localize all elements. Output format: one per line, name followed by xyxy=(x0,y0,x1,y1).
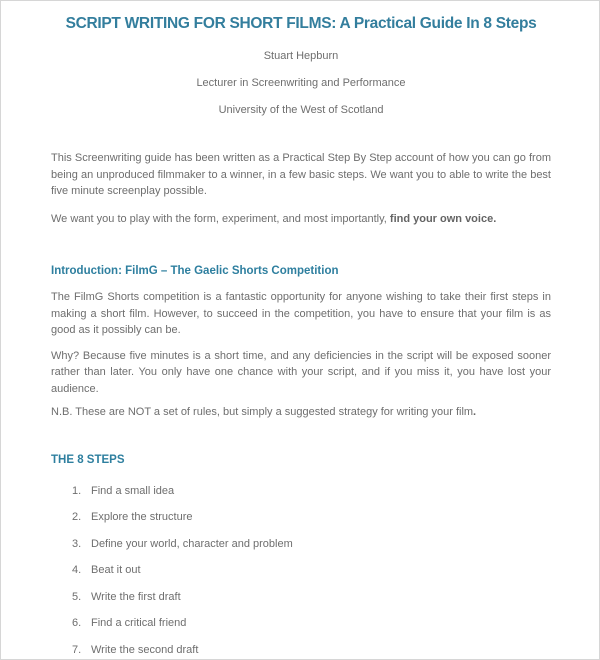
intro-paragraph-2 xyxy=(51,211,551,228)
step-item xyxy=(72,537,551,552)
find-your-own-voice-bold-phrase: find your own voice. xyxy=(389,212,497,225)
steps-list xyxy=(51,484,551,658)
step-item xyxy=(72,590,551,605)
step-item xyxy=(72,643,551,658)
step-item xyxy=(72,484,551,499)
nb-note xyxy=(51,404,551,421)
step-label: Beat it out xyxy=(91,564,141,576)
intro-paragraph-1: This Screenwriting guide has been written as a Practical Step By Step account of how you can go from being an unproduced filmmaker to a winner, in a few basic steps. We want you to able to write the best five minute screenplay possible. xyxy=(51,152,551,197)
section-heading-the-8-steps: THE 8 STEPS xyxy=(51,453,125,466)
filmg-paragraph-1: The FilmG Shorts competition is a fantastic opportunity for anyone wishing to take their first steps in making a short film. However, to succeed in the competition, you have to ensure that your film is as good as it possibly can be. xyxy=(51,291,551,336)
step-number: 6. xyxy=(72,617,82,629)
nb-note-text: N.B. These are NOT a set of rules, but simply a suggested strategy for writing your film xyxy=(51,406,474,418)
step-item xyxy=(72,563,551,578)
step-number: 7. xyxy=(72,643,82,656)
step-number: 5. xyxy=(72,590,82,603)
author-role: Lecturer in Screenwriting and Performance xyxy=(196,77,406,89)
step-item xyxy=(72,510,551,525)
step-item xyxy=(72,616,551,631)
filmg-paragraph-2: Why? Because five minutes is a short time, and any deficiencies in the script will be exposed sooner rather than later. You only have one chance with your script, and if you miss it, you have lost your audience. xyxy=(51,349,551,395)
author-name: Stuart Hepburn xyxy=(263,50,339,62)
step-label: Define your world, character and problem xyxy=(91,537,293,550)
author-institution: University of the West of Scotland xyxy=(218,104,384,116)
step-label: Find a small idea xyxy=(91,484,175,497)
step-number: 2. xyxy=(72,511,82,523)
section-heading-introduction-filmg: Introduction: FilmG – The Gaelic Shorts Competition xyxy=(51,265,339,277)
step-label: Find a critical friend xyxy=(91,617,187,629)
step-label: Explore the structure xyxy=(91,511,193,523)
step-number: 4. xyxy=(72,564,82,576)
step-label: Write the first draft xyxy=(91,590,181,603)
step-label: Write the second draft xyxy=(91,643,199,656)
page-title: SCRIPT WRITING FOR SHORT FILMS: A Practical Guide In 8 Steps xyxy=(65,15,537,32)
intro-paragraph-2-text: We want you to play with the form, experiment, and most importantly, xyxy=(51,212,390,225)
step-number: 1. xyxy=(72,484,82,497)
nb-note-bold-period: . xyxy=(473,406,477,418)
step-number: 3. xyxy=(72,537,82,550)
